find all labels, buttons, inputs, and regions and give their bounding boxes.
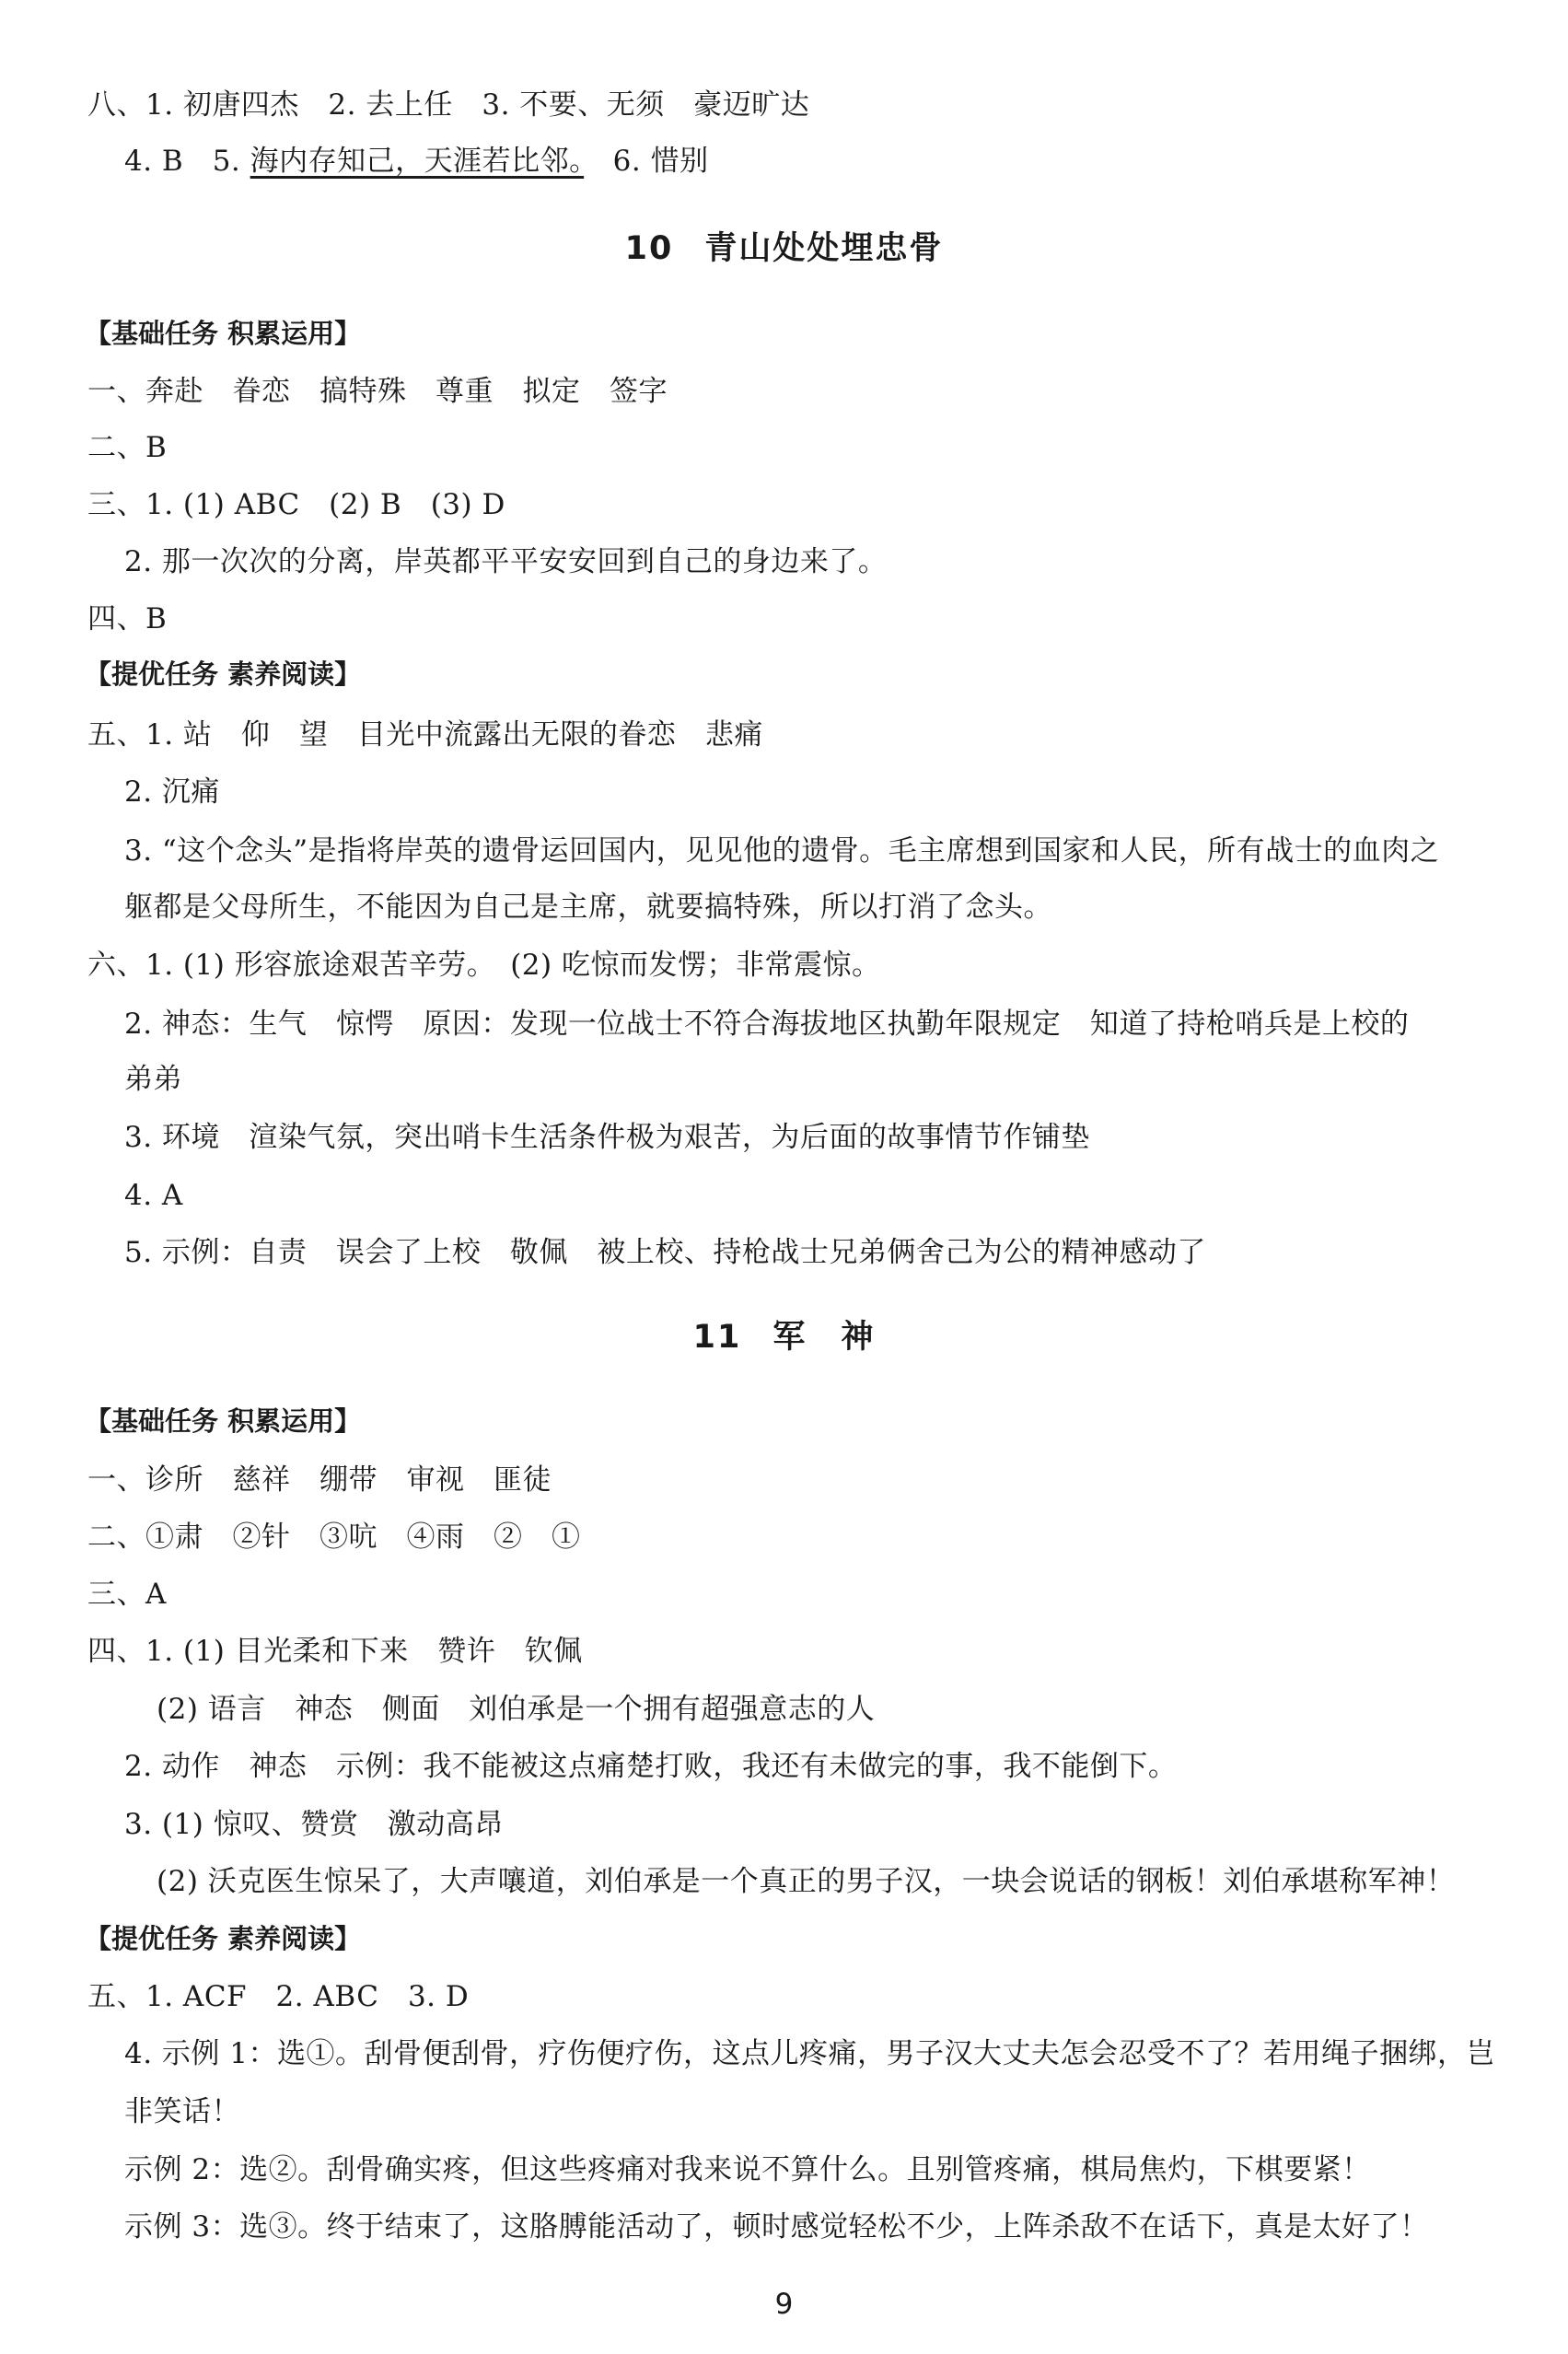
answer-line: (2) 语言 神态 侧面 刘伯承是一个拥有超强意志的人 <box>157 1693 876 1726</box>
answer-line: 二、①肃 ②针 ③吭 ④雨 ② ① <box>87 1521 581 1554</box>
underlined-answer: 海内存知己，天涯若比邻。 <box>250 145 585 178</box>
section-heading: 【提优任务 素养阅读】 <box>85 1923 362 1954</box>
lesson-name: 青山处处埋忠骨 <box>704 230 944 267</box>
answer-line: 3. “这个念头”是指将岸英的遗骨运回国内，见见他的遗骨。毛主席想到国家和人民，所有战士的血肉之 <box>124 834 1440 868</box>
answer-line: 非笑话！ <box>124 2095 240 2128</box>
answer-line: 六、1. (1) 形容旅途艰苦辛劳。 (2) 吃惊而发愣；非常震惊。 <box>87 949 881 982</box>
lesson-number: 10 <box>624 230 674 267</box>
lesson-title <box>0 1317 1568 1358</box>
answer-line: 四、1. (1) 目光柔和下来 赞许 钦佩 <box>87 1635 583 1668</box>
answer-line: 示例 2：选②。刮骨确实疼，但这些疼痛对我来说不算什么。且别管疼痛，棋局焦灼，下棋要紧！ <box>124 2153 1371 2186</box>
answer-line: 弟弟 <box>124 1063 182 1096</box>
answer-line: 2. 神态：生气 惊愕 原因：发现一位战士不符合海拔地区执勤年限规定 知道了持枪哨兵是上校的 <box>124 1008 1410 1041</box>
answer-line <box>124 143 709 180</box>
answer-line: 示例 3：选③。终于结束了，这胳膊能活动了，顿时感觉轻松不少，上阵杀敌不在话下，真是太好了！ <box>124 2210 1429 2243</box>
answer-line: 一、诊所 慈祥 绷带 审视 匪徒 <box>87 1463 552 1497</box>
section-heading: 【基础任务 积累运用】 <box>85 1405 362 1437</box>
answer-line: 3. (1) 惊叹、赞赏 激动高昂 <box>124 1808 504 1841</box>
answer-line: 二、B <box>87 431 168 464</box>
answer-line: 三、1. (1) ABC (2) B (3) D <box>87 488 505 521</box>
answer-line: 五、1. 站 仰 望 目光中流露出无限的眷恋 悲痛 <box>87 718 763 752</box>
answer-line: 八、1. 初唐四杰 2. 去上任 3. 不要、无须 豪迈旷达 <box>87 88 810 122</box>
lesson-title <box>0 228 1568 269</box>
answer-line: 2. 那一次次的分离，岸英都平平安安回到自己的身边来了。 <box>124 545 888 578</box>
answer-line: 4. A <box>124 1179 183 1212</box>
answer-text: 6. 惜别 <box>584 145 709 178</box>
answer-line: 2. 动作 神态 示例：我不能被这点痛楚打败，我还有未做完的事，我不能倒下。 <box>124 1750 1178 1783</box>
answer-line: 五、1. ACF 2. ABC 3. D <box>87 1980 470 2013</box>
lesson-number: 11 <box>692 1319 742 1356</box>
section-heading: 【提优任务 素养阅读】 <box>85 658 362 690</box>
answer-line: (2) 沃克医生惊呆了，大声嚷道，刘伯承是一个真正的男子汉，一块会说话的钢板！刘伯承堪称军神！ <box>157 1865 1456 1898</box>
answer-line: 三、A <box>87 1578 167 1611</box>
answer-line: 3. 环境 渲染气氛，突出哨卡生活条件极为艰苦，为后面的故事情节作铺垫 <box>124 1121 1090 1154</box>
section-heading: 【基础任务 积累运用】 <box>85 318 362 349</box>
answer-line: 一、奔赴 眷恋 搞特殊 尊重 拟定 签字 <box>87 375 668 408</box>
page-number: 9 <box>774 2288 794 2321</box>
answer-line: 5. 示例：自责 误会了上校 敬佩 被上校、持枪战士兄弟俩舍己为公的精神感动了 <box>124 1236 1206 1269</box>
answer-text: 4. B 5. <box>124 145 250 178</box>
answer-line: 躯都是父母所生，不能因为自己是主席，就要搞特殊，所以打消了念头。 <box>124 891 1052 924</box>
answer-line: 四、B <box>87 602 168 635</box>
lesson-name: 军 神 <box>772 1319 876 1356</box>
answer-line: 2. 沉痛 <box>124 775 220 809</box>
answer-line: 4. 示例 1：选①。刮骨便刮骨，疗伤便疗伤，这点儿疼痛，男子汉大丈夫怎会忍受不了？若用绳子捆绑，岂 <box>124 2037 1496 2070</box>
